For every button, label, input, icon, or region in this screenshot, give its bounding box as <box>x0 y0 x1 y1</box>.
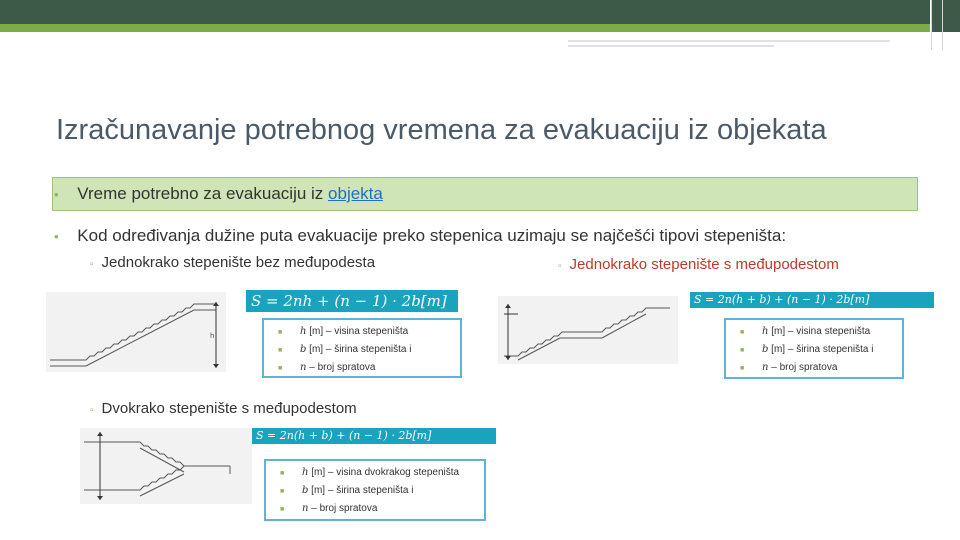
decor-line <box>931 0 932 50</box>
legend-item: ■ b [m] – širina stepeništa i <box>280 485 414 496</box>
decor-line <box>942 0 943 50</box>
stair-diagram-landing <box>498 296 678 364</box>
stair-diagram-double <box>80 428 252 504</box>
header-accent-bar <box>0 24 930 32</box>
legend-item: ■ b [m] – širina stepeništa i <box>740 344 874 355</box>
legend-item: ■ h [m] – visina dvokrakog stepeništa <box>280 467 460 478</box>
section-label: ▫ Dvokrako stepenište s međupodestom <box>90 400 357 417</box>
bullet-text: Kod određivanja dužine puta evakuacije preko stepenica uzimaju se najčešći tipovi stepeništa: <box>77 226 787 245</box>
decor-line <box>568 45 774 47</box>
square-bullet-icon: ▫ <box>558 261 562 272</box>
bullet-item <box>54 184 383 204</box>
bullet-text: Vreme potrebno za evakuaciju iz <box>77 184 329 203</box>
header-corner-block <box>932 0 960 32</box>
svg-text:h: h <box>210 332 215 340</box>
bullet-dot: • <box>54 229 59 244</box>
formula-box: S = 2n(h + b) + (n − 1) · 2b[m] <box>252 428 496 444</box>
section-label: ▫ Jednokrako stepenište s međupodestom <box>558 256 839 273</box>
formula-box: S = 2n(h + b) + (n − 1) · 2b[m] <box>690 292 934 308</box>
legend-item: ■ b [m] – širina stepeništa i <box>278 344 412 355</box>
square-bullet-icon: ▫ <box>90 259 94 270</box>
legend-box <box>724 318 904 379</box>
bullet-item <box>54 226 786 246</box>
page-title: Izračunavanje potrebnog vremena za evakuaciju iz objekata <box>56 114 827 146</box>
square-bullet-icon: ▫ <box>90 405 94 416</box>
legend-box <box>262 318 462 378</box>
header-bar <box>0 0 930 24</box>
legend-item: ■ n – broj spratova <box>740 362 838 373</box>
legend-item: ■ n – broj spratova <box>278 362 376 373</box>
stair-diagram-single <box>46 292 226 372</box>
section-label: ▫ Jednokrako stepenište bez međupodesta <box>90 254 376 271</box>
legend-box <box>264 459 486 521</box>
objekta-link[interactable]: objekta <box>328 184 383 203</box>
bullet-dot: • <box>54 187 59 202</box>
decor-line <box>568 40 890 42</box>
legend-item: ■ n – broj spratova <box>280 503 378 514</box>
legend-item: ■ h [m] – visina stepeništa <box>740 326 871 337</box>
formula-box: S = 2nh + (n − 1) · 2b[m] <box>246 290 458 312</box>
legend-item: ■ h [m] – visina stepeništa <box>278 326 409 337</box>
